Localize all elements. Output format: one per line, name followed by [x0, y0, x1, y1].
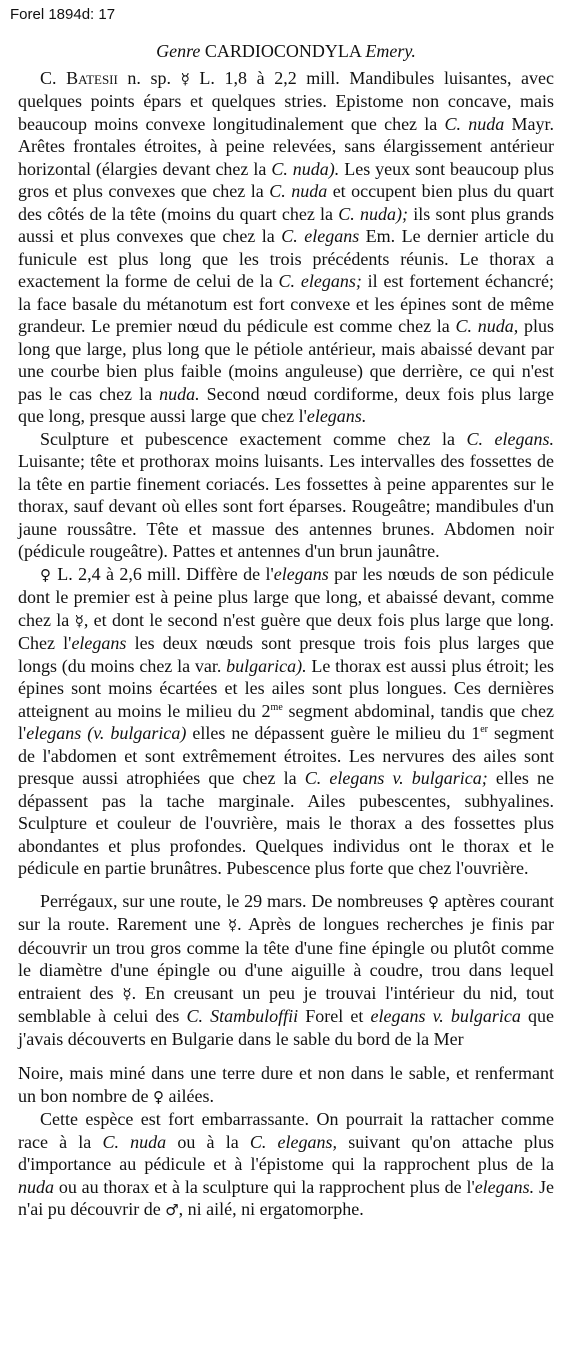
- worker-symbol: ☿: [180, 69, 190, 88]
- genre-heading: Genre CARDIOCONDYLA Emery.: [156, 41, 416, 61]
- female-symbol: ♀: [152, 1087, 164, 1106]
- paragraph-locality: Perrégaux, sur une route, le 29 mars. De nombreuses ♀ aptères courant sur la route. Rarement une ☿. Après de longues recherches je finis par découvrir un trou gros comme la tête d'une fine épingle ou plutôt comme le diamètre d'une épingle ou d'une aiguille à coudre, trou dans lequel entraient des ☿. En creusant un peu je trouvai l'intérieur du nid, tout semblable à celui des C. Stambuloffii Forel et elegans v. bulgarica que j'avais découverts en Bulgarie dans le sable du bord de la Mer: [18, 890, 554, 1049]
- paragraph-conclusion: Cette espèce est fort embarrassante. On pourrait la rattacher comme race à la C. nuda ou à la C. elegans, suivant qu'on attache plus d'importance au pédicule et à l'épistome qui la rapprochent plus de la nuda ou au thorax et à la sculpture qui la rapprochent plus de l'elegans. Je n'ai pu découvrir de ♂, ni ailé, ni ergatomorphe.: [18, 1109, 554, 1219]
- species-name: Batesii: [66, 67, 118, 88]
- male-symbol: ♂: [165, 1201, 179, 1219]
- source-tag: Forel 1894d: 17: [10, 6, 116, 23]
- paragraph-locality-continued: Noire, mais miné dans une terre dure et non dans le sable, et renfermant un bon nombre de ♀ ailées.: [18, 1063, 554, 1106]
- female-symbol: ♀: [428, 892, 440, 911]
- worker-symbol: ☿: [122, 984, 132, 1003]
- female-symbol: ♀: [40, 565, 52, 584]
- paragraph-worker-description: C. Batesii n. sp. ☿ L. 1,8 à 2,2 mill. Mandibules luisantes, avec quelques points épars et quelques stries. Epistome non concave, mais beaucoup moins convexe longitudinalement que chez la C. nuda Mayr. Arêtes frontales étroites, à peine relevées, sans élargissement antérieur horizontal (élargies devant chez la C. nuda). Les yeux sont beaucoup plus gros et plus convexes que chez la C. nuda et occupent bien plus du quart des côtés de la tête (moins du quart chez la C. nuda); ils sont plus grands aussi et plus convexes que chez la C. elegans Em. Le dernier article du funicule est plus long que les trois précédents réunis. Le thorax a exactement la forme de celui de la C. elegans; il est fortement échancré; la face basale du métanotum est fort convexe et les épines sont de même grandeur. Le premier nœud du pédicule est comme chez la C. nuda, plus long que large, plus long que le pétiole antérieur, mais abaissé devant par une courbe bien plus faible (moins anguleuse) que derrière, ce qui n'est pas le cas chez la nuda. Second nœud cordiforme, deux fois plus large que long, presque aussi large que chez l'elegans.: [18, 67, 554, 426]
- worker-symbol: ☿: [227, 916, 238, 934]
- paragraph-sculpture: Sculpture et pubescence exactement comme chez la C. elegans. Luisante; tête et prothorax moins luisants. Les intervalles des fossettes de la tête en partie finement coriacés. Les fossettes à peine apparentes sur le thorax, sauf devant où elles sont fort éparses. Rougeâtre; mandibules d'un jaune roussâtre. Tête et massue des antennes brunes. Abdomen noir (pédicule rougeâtre). Pattes et antennes d'un brun jaunâtre.: [18, 428, 554, 561]
- paragraph-female-description: ♀ L. 2,4 à 2,6 mill. Diffère de l'elegans par les nœuds de son pédicule dont le premier est à peine plus large que long, et abaissé devant, comme chez la ☿, et dont le second n'est guère que deux fois plus large que long. Chez l'elegans les deux nœuds sont presque trois fois plus larges que longs (du moins chez la var. bulgarica). Le thorax est aussi plus étroit; les épines sont moins écartées et les ailes sont plus longues. Ces dernières atteignent au moins le milieu du $2^{me}$ segment abdominal, tandis que chez l'elegans (v. bulgarica) elles ne dépassent guère le milieu du 1er segment de l'abdomen et sont extrêmement étroites. Les nervures des ailes sont presque aussi atrophiées que chez la C. elegans v. bulgarica; elles ne dépassent pas la tache marginale. Ailes pubescentes, subhyalines. Sculpture et couleur de l'ouvrière, mais le thorax a des fossettes plus abondantes et plus profondes. Quelques individus ont le thorax et le pédicule en partie brunâtres. Pubescence plus forte que chez l'ouvrière.: [18, 563, 555, 878]
- worker-symbol: ☿: [74, 611, 84, 630]
- page-text: [18, 40, 554, 1222]
